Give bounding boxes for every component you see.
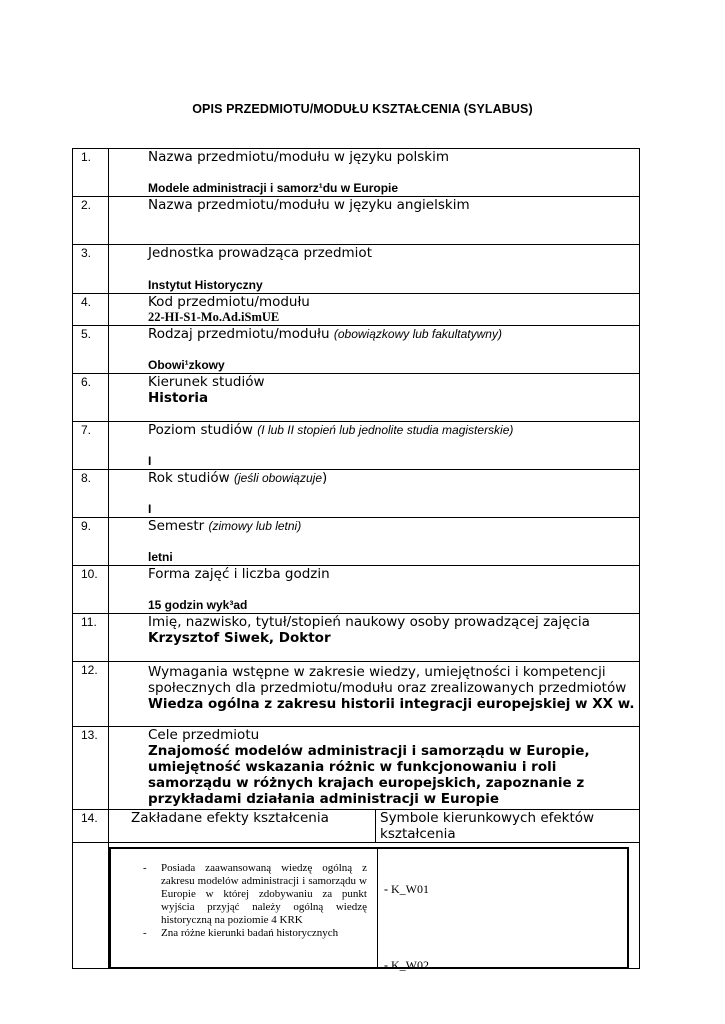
symbol-dash: - xyxy=(384,882,388,896)
row-unit xyxy=(73,245,640,294)
list-dash: - xyxy=(143,927,147,939)
learning-outcomes-heading: Zakładane efekty kształcenia xyxy=(109,810,376,843)
symbol-code: K_W01 xyxy=(388,882,429,896)
row-label: Rok studiów xyxy=(148,470,230,486)
row-course-name-pl xyxy=(73,149,640,197)
row-number: 9. xyxy=(73,518,109,566)
class-form-value: 15 godzin wyk³ad xyxy=(148,598,248,612)
course-code-value: 22-HI-S1-Mo.Ad.iSmUE xyxy=(148,310,280,324)
outcomes-list xyxy=(143,862,367,940)
row-note: (zimowy lub letni) xyxy=(208,519,302,533)
list-dash: - xyxy=(143,862,147,874)
row-label: Nazwa przedmiotu/modułu w języku polskim xyxy=(148,149,449,165)
row-label: Wymagania wstępne w zakresie wiedzy, umiejętności i kompetencji społecznych dla przedmiotu/modułu oraz zrealizowanych przedmiotów xyxy=(148,664,627,696)
list-item xyxy=(143,927,367,940)
row-note: (jeśli obowiązuje xyxy=(233,471,322,485)
row-number: 13. xyxy=(73,727,109,810)
row-label: Kierunek studiów xyxy=(148,374,265,390)
row-number: 10. xyxy=(73,566,109,614)
row-prerequisites xyxy=(73,662,640,727)
symbol-code: K_W02 xyxy=(388,958,429,972)
lecturer-value: Krzysztof Siwek, Doktor xyxy=(148,630,331,646)
study-level-value: I xyxy=(148,454,152,468)
outcome-text: Posiada zaawansowaną wiedzę ogólną z zakresu modelów administracji i samorządu w Europie w której zdobywaniu za punkt wyjścia przyjąć należy ogólną wiedzę historyczną na poziomie 4 KRK xyxy=(161,862,367,926)
row-field-of-study xyxy=(73,374,640,422)
outcome-symbols-heading: Symbole kierunkowych efektów kształcenia xyxy=(376,810,640,843)
row-number: 6. xyxy=(73,374,109,422)
row-label: Semestr xyxy=(148,518,205,534)
row-study-year xyxy=(73,470,640,518)
row-lecturer xyxy=(73,614,640,662)
course-name-pl-value: Modele administracji i samorz¹du w Europie xyxy=(148,181,399,195)
row-number: 8. xyxy=(73,470,109,518)
study-year-value: I xyxy=(148,502,152,516)
row-semester xyxy=(73,518,640,566)
row-label: Jednostka prowadząca przedmiot xyxy=(148,245,372,261)
row-label-end: ) xyxy=(322,470,328,486)
row-label: Kod przedmiotu/modułu xyxy=(148,294,310,310)
row-number: 14. xyxy=(73,810,109,843)
row-number: 2. xyxy=(73,197,109,245)
document-title: OPIS PRZEDMIOTU/MODUŁU KSZTAŁCENIA (SYLABUS) xyxy=(192,102,533,116)
row-learning-outcomes-header xyxy=(73,810,640,843)
row-course-type xyxy=(73,326,640,374)
course-type-value: Obowi¹zkowy xyxy=(148,358,225,372)
row-number: 5. xyxy=(73,326,109,374)
row-note: (I lub II stopień lub jednolite studia magisterskie) xyxy=(257,423,514,437)
row-label: Imię, nazwisko, tytuł/stopień naukowy osoby prowadzącej zajęcia xyxy=(148,614,590,630)
row-learning-outcomes-body xyxy=(73,843,640,969)
row-course-code xyxy=(73,294,640,326)
outcome-text: Zna różne kierunki badań historycznych xyxy=(161,927,339,939)
row-study-level xyxy=(73,422,640,470)
list-item xyxy=(143,862,367,927)
row-number: 7. xyxy=(73,422,109,470)
learning-outcomes-box xyxy=(109,847,629,972)
row-number: 1. xyxy=(73,149,109,197)
row-label: Poziom studiów xyxy=(148,422,253,438)
semester-value: letni xyxy=(148,550,173,564)
row-label: Rodzaj przedmiotu/modułu xyxy=(148,326,330,342)
outcome-symbol xyxy=(384,882,429,897)
row-course-objectives xyxy=(73,727,640,810)
row-label: Nazwa przedmiotu/modułu w języku angielskim xyxy=(148,197,470,213)
row-label: Cele przedmiotu xyxy=(148,727,260,743)
course-objectives-value: Znajomość modelów administracji i samorządu w Europie, umiejętność wskazania różnic w funkcjonowaniu i roli samorządu w różnych krajach europejskich, zapoznanie z przykładami działania administracji w Europie xyxy=(148,743,590,807)
row-number: 4. xyxy=(73,294,109,326)
prerequisites-value: Wiedza ogólna z zakresu historii integracji europejskiej w XX w. xyxy=(148,696,635,712)
unit-value: Instytut Historyczny xyxy=(148,278,263,292)
row-number: 12. xyxy=(73,662,109,727)
row-label: Forma zajęć i liczba godzin xyxy=(148,566,330,582)
syllabus-table xyxy=(72,148,640,972)
symbol-dash: - xyxy=(384,958,388,972)
outcome-symbol xyxy=(384,958,429,973)
field-of-study-value: Historia xyxy=(148,390,209,406)
row-class-form xyxy=(73,566,640,614)
column-divider xyxy=(377,849,378,967)
row-note: (obowiązkowy lub fakultatywny) xyxy=(333,327,502,341)
row-number: 3. xyxy=(73,245,109,294)
row-number: 11. xyxy=(73,614,109,662)
row-course-name-en xyxy=(73,197,640,245)
